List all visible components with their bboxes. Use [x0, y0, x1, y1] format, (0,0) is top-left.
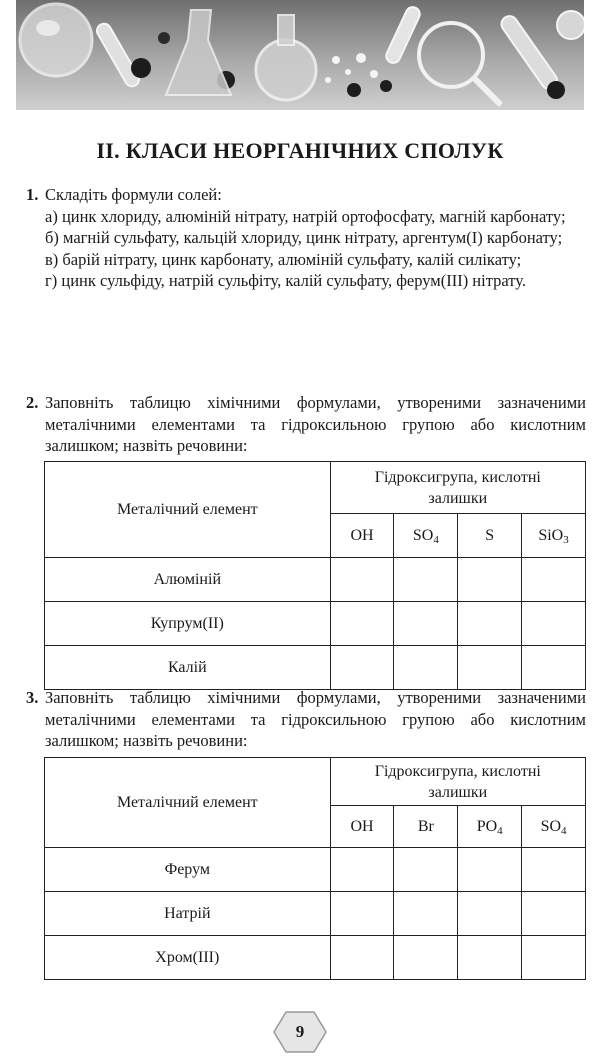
table-row [45, 646, 586, 690]
table-row [45, 602, 586, 646]
lab-glassware-illustration [16, 0, 584, 110]
column-header: $SO_4$ [394, 514, 458, 558]
column-header: S [458, 514, 522, 558]
metal-cell: Натрій [45, 892, 331, 936]
column-header: Br [394, 806, 458, 848]
metal-cell: Алюміній [45, 558, 331, 602]
task-number: 1. [26, 185, 39, 204]
answer-cell[interactable] [330, 848, 394, 892]
task-2 [26, 392, 586, 457]
task-intro: Заповніть таблицю хімічними формулами, утвореними зазначеними металічними елементами та гідроксильною групою або кислотним залишком; назвіть речовини: [45, 393, 586, 455]
task-3-table [44, 757, 586, 980]
answer-cell[interactable] [522, 602, 586, 646]
group-header: Гідроксигрупа, кислотні залишки [330, 758, 585, 806]
metal-header: Металічний елемент [45, 462, 331, 558]
task-item-d: г) цинк сульфіду, натрій сульфіту, калій сульфату, ферум(ІІІ) нітрату. [45, 271, 526, 290]
metal-cell: Калій [45, 646, 331, 690]
metal-cell: Хром(ІІІ) [45, 936, 331, 980]
group-header: Гідроксигрупа, кислотні залишки [330, 462, 585, 514]
answer-cell[interactable] [522, 848, 586, 892]
task-intro: Заповніть таблицю хімічними формулами, утвореними зазначеними металічними елементами та гідроксильною групою або кислотним залишком; назвіть речовини: [45, 688, 586, 750]
task-number: 3. [26, 688, 39, 707]
task-number: 2. [26, 393, 39, 412]
table-row [45, 936, 586, 980]
answer-cell[interactable] [458, 602, 522, 646]
section-title: ІІ. КЛАСИ НЕОРГАНІЧНИХ СПОЛУК [96, 138, 504, 163]
table-row [45, 558, 586, 602]
page-number-label: 9 [295, 1022, 305, 1041]
answer-cell[interactable] [330, 892, 394, 936]
task-item-a: а) цинк хлориду, алюміній нітрату, натрій ортофосфату, магній карбонату; [45, 206, 566, 226]
answer-cell[interactable] [394, 892, 458, 936]
metal-cell: Купрум(ІІ) [45, 602, 331, 646]
answer-cell[interactable] [522, 558, 586, 602]
answer-cell[interactable] [330, 936, 394, 980]
answer-cell[interactable] [394, 848, 458, 892]
answer-cell[interactable] [330, 558, 394, 602]
column-header: $PO_4$ [458, 806, 522, 848]
column-header: OH [330, 806, 394, 848]
answer-cell[interactable] [394, 936, 458, 980]
table-row [45, 848, 586, 892]
column-header: OH [330, 514, 394, 558]
task-intro: Складіть формули солей: [45, 185, 222, 204]
answer-cell[interactable] [522, 646, 586, 690]
page-number [272, 1010, 328, 1054]
task-item-b: б) магній сульфату, кальцій хлориду, цинк нітрату, аргентум(І) карбонату; [45, 228, 563, 247]
task-3 [26, 687, 586, 752]
metal-cell: Ферум [45, 848, 331, 892]
answer-cell[interactable] [330, 602, 394, 646]
answer-cell[interactable] [394, 602, 458, 646]
answer-cell[interactable] [330, 646, 394, 690]
task-item-c: в) барій нітрату, цинк карбонату, алюміній сульфату, калій силікату; [45, 249, 522, 269]
answer-cell[interactable] [522, 936, 586, 980]
answer-cell[interactable] [394, 558, 458, 602]
answer-cell[interactable] [458, 936, 522, 980]
task-2-table [44, 461, 586, 690]
header-banner [16, 0, 584, 110]
task-1 [26, 184, 586, 292]
metal-header: Металічний елемент [45, 758, 331, 848]
answer-cell[interactable] [458, 558, 522, 602]
answer-cell[interactable] [458, 646, 522, 690]
column-header: $SO_4$ [522, 806, 586, 848]
answer-cell[interactable] [522, 892, 586, 936]
column-header: SiO$_3$ [522, 514, 586, 558]
answer-cell[interactable] [458, 892, 522, 936]
table-row [45, 892, 586, 936]
answer-cell[interactable] [458, 848, 522, 892]
answer-cell[interactable] [394, 646, 458, 690]
